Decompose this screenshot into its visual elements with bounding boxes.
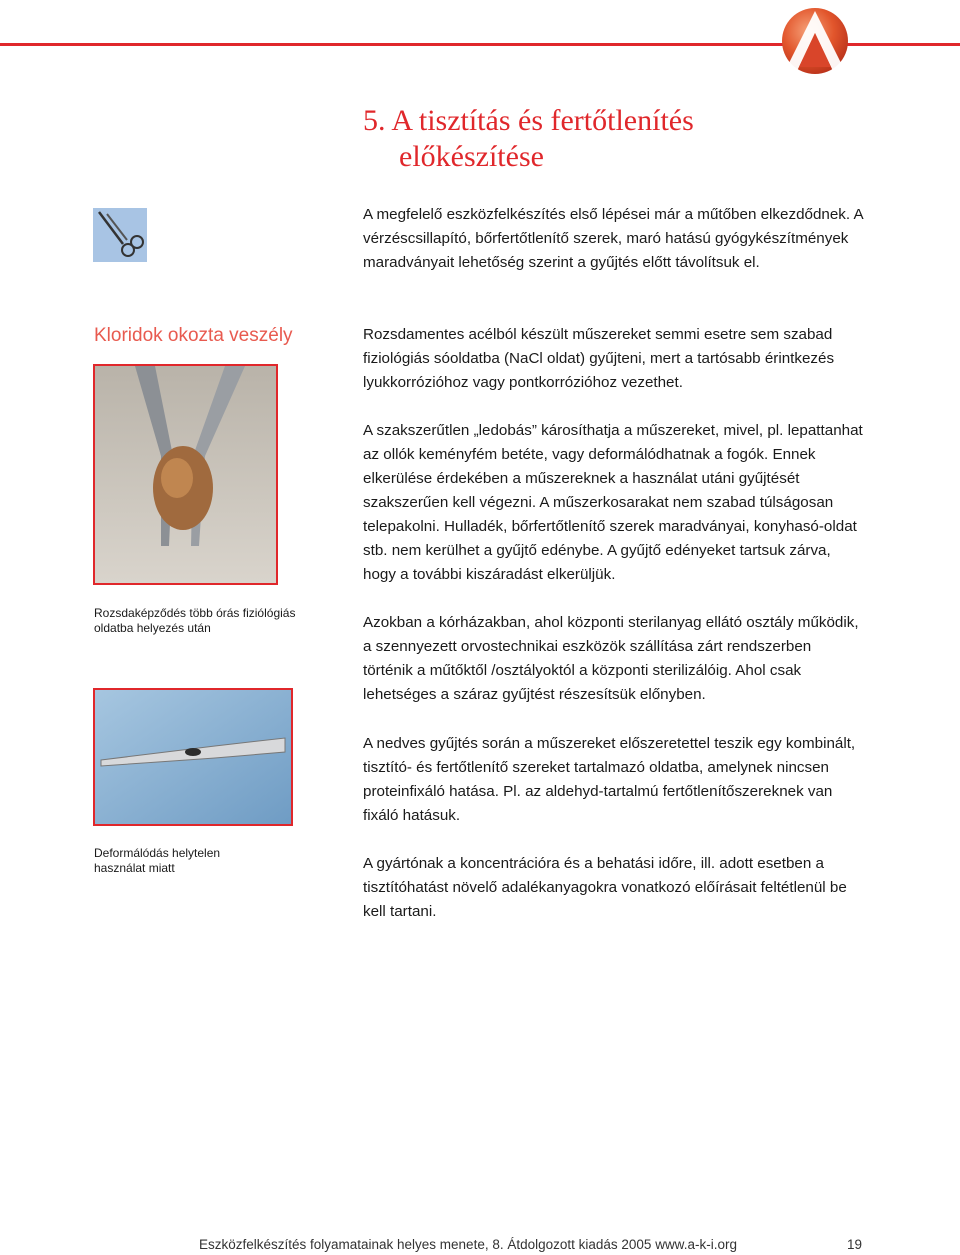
paragraph-transport: Azokban a kórházakban, ahol központi sterilanyag ellátó osztály működik, a szennyezett orvostechnikai eszközök szállítása zárt rendszerben történik a műtőktől /osztályoktól a központi sterilizálóig. Ahol csak lehetséges a száraz gyűjtést részesítsük előnyben. xyxy=(363,614,859,703)
page-title-line2: előkészítése xyxy=(399,140,544,173)
photo-caption-deformation: Deformálódás helytelen használat miatt xyxy=(94,846,221,875)
deformation-photo xyxy=(93,688,293,826)
footer-text: Eszközfelkészítés folyamatainak helyes menete, 8. Átdolgozott kiadás 2005 www.a-k-i.org xyxy=(198,1237,737,1252)
header-rule-right xyxy=(845,43,960,46)
header-rule xyxy=(0,43,785,46)
paragraph-manufacturer: A gyártónak a koncentrációra és a behatási időre, ill. adott esetben a tisztítóhatást növelő adalékanyagokra vonatkozó előírásait feltétlenül be kell tartani. xyxy=(363,855,847,920)
page-footer xyxy=(0,1237,862,1253)
paragraph-intro: A megfelelő eszközfelkészítés első lépései már a műtőben elkezdődnek. A vérzéscsillapító, bőrfertőtlenítő szerek, maró hatású gyógykészítmények maradványait lehetőség szerint a gyűjtés előtt távolítsuk el. xyxy=(363,206,863,271)
page-title xyxy=(363,103,883,175)
side-heading: Kloridok okozta veszély xyxy=(94,325,293,346)
scissors-icon xyxy=(93,208,147,262)
photo-caption-corrosion: Rozsdaképződés több órás fiziólógiás oldatba helyezés után xyxy=(94,606,296,635)
paragraph-wet-collection: A nedves gyűjtés során a műszereket előszeretettel teszik egy kombinált, tisztító- és fertőtlenítő szereket tartalmazó oldatba, amelynek nincsen proteinfixáló hatása. Pl. az aldehyd-tartalmú fertőtlenítőszereknek van fixáló hatásuk. xyxy=(363,735,856,824)
paragraph-handling: A szakszerűtlen „ledobás” károsíthatja a műszereket, mivel, pl. lepattanhat az ollók keményfém betéte, vagy deformálódhatnak a fogók. Ennek elkerülése érdekében a műszereknek a használat utáni gyűjtését szakszerűen kell végezni. A műszerkosarakat nem szabad túlságosan telepakolni. Hulladék, bőrfertőtlenítő szerek maradványai, konyhasó-oldat stb. nem kerülhet a gyűjtő edénybe. A gyűjtő edényeket tartsuk zárva, hogy a további kiszáradást elkerüljük. xyxy=(363,422,863,583)
page-title-line1: 5. A tisztítás és fertőtlenítés xyxy=(363,104,694,137)
paragraph-chloride: Rozsdamentes acélból készült műszereket semmi esetre sem szabad fiziológiás sóoldatba (NaCl oldat) gyűjteni, mert a tartósabb érintkezés lyukkorrózióhoz vagy pontkorrózióhoz vezethet. xyxy=(363,326,835,391)
corrosion-photo xyxy=(93,364,278,585)
page-number: 19 xyxy=(846,1237,862,1252)
logo-icon xyxy=(775,3,851,79)
